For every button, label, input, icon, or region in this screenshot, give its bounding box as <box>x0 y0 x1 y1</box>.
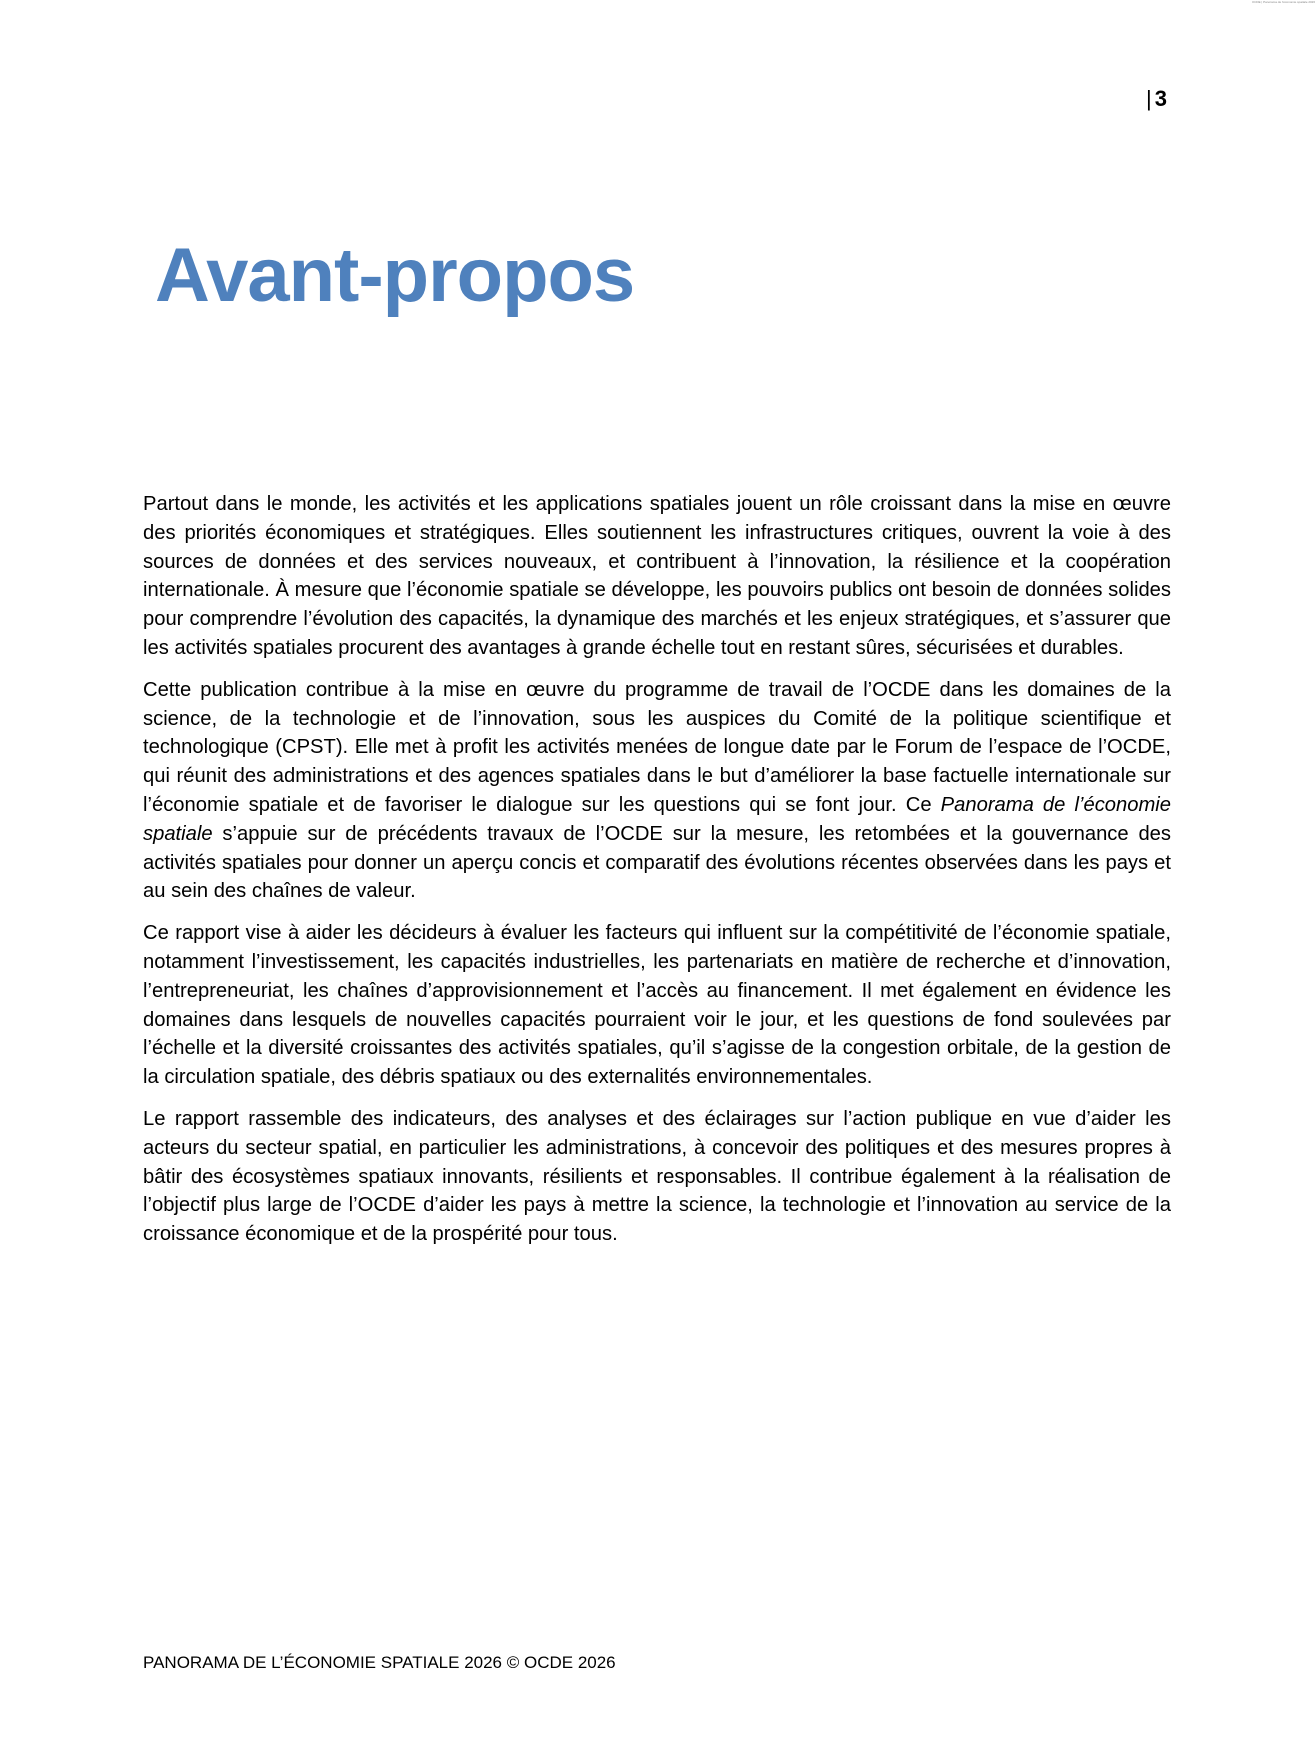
publication-title-italic: Panorama de l’économie spatiale <box>143 793 1171 845</box>
page-number-bar: | <box>1146 86 1152 111</box>
page-title: Avant-propos <box>155 233 635 318</box>
paragraph-4: Le rapport rassemble des indicateurs, des analyses et des éclairages sur l’action publique en vue d’aider les acteurs du secteur spatial, en particulier les administrations, à concevoir des politiques et des mesures propres à bâtir des écosystèmes spatiaux innovants, résilients et responsables. Il contribue également à la réalisation de l’objectif plus large de l’OCDE d’aider les pays à mettre la science, la technologie et l’innovation au service de la croissance économique et de la prospérité pour tous. <box>143 1107 1171 1246</box>
paragraph-2-text-before: Cette publication contribue à la mise en œuvre du programme de travail de l’OCDE dans les domaines de la science, de la technologie et de l’innovation, sous les auspices du Comité de la politique scientifique et technologique (CPST). Elle met à profit les activités menées de longue date par le Forum de l’espace de l’OCDE, qui réunit des administrations et des agences spatiales dans le but d’améliorer la base factuelle internationale sur l’économie spatiale et de favoriser le dialogue sur les questions qui se font jour. Ce <box>143 678 1171 816</box>
page-number-value: 3 <box>1154 86 1167 111</box>
body-text <box>143 490 1171 1262</box>
paragraph-3: Ce rapport vise à aider les décideurs à évaluer les facteurs qui influent sur la compétitivité de l’économie spatiale, notamment l’investissement, les capacités industrielles, les partenariats en matière de recherche et d’innovation, l’entrepreneuriat, les chaînes d’approvisionnement et l’accès au financement. Il met également en évidence les domaines dans lesquels de nouvelles capacités pourraient voir le jour, et les questions de fond soulevées par l’échelle et la diversité croissantes des activités spatiales, qu’il s’agisse de la congestion orbitale, de la gestion de la circulation spatiale, des débris spatiaux ou des externalités environnementales. <box>143 922 1171 1089</box>
paragraph-1: Partout dans le monde, les activités et les applications spatiales jouent un rôle croissant dans la mise en œuvre des priorités économiques et stratégiques. Elles soutiennent les infrastructures critiques, ouvrent la voie à des sources de données et des services nouveaux, et contribuent à l’innovation, la résilience et la coopération internationale. À mesure que l’économie spatiale se développe, les pouvoirs publics ont besoin de données solides pour comprendre l’évolution des capacités, la dynamique des marchés et les enjeux stratégiques, et s’assurer que les activités spatiales procurent des avantages à grande échelle tout en restant sûres, sécurisées et durables. <box>143 493 1171 659</box>
page-number <box>1146 86 1167 112</box>
page-footer: PANORAMA DE L’ÉCONOMIE SPATIALE 2026 © OCDE 2026 <box>143 1653 616 1672</box>
paragraph-2-text-after: s’appuie sur de précédents travaux de l’OCDE sur la mesure, les retombées et la gouvernance des activités spatiales pour donner un aperçu concis et comparatif des évolutions récentes observées dans les pays et au sein des chaînes de valeur. <box>143 822 1171 903</box>
header-mark: OCDE | Panorama de l’économie spatiale 2026 <box>1252 0 1315 4</box>
paragraph-2 <box>143 676 1171 906</box>
